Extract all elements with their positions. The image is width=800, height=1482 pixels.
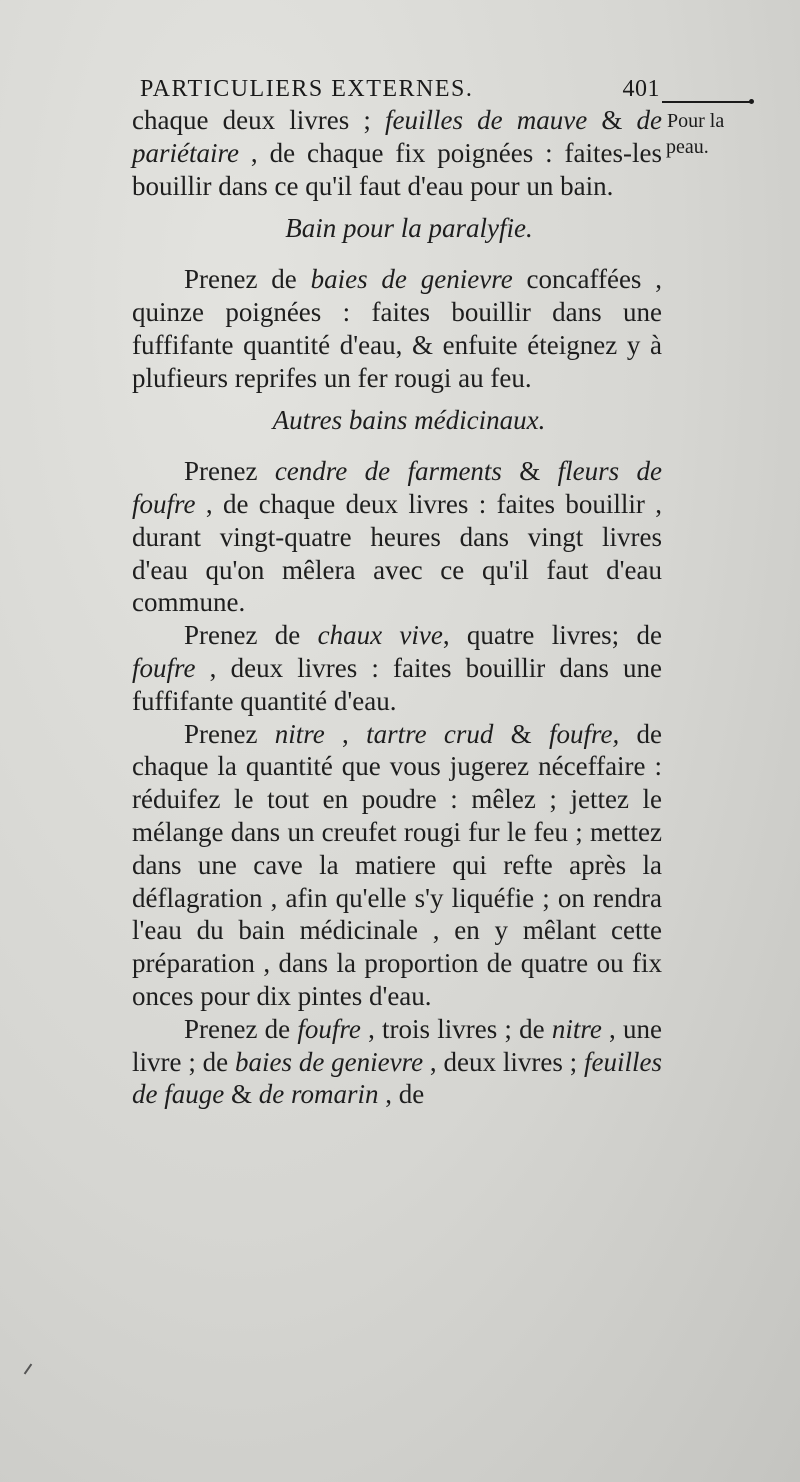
italic-term: nitre (551, 1013, 602, 1044)
paragraph-1 (132, 104, 662, 202)
text-run: de chaque la quantité que vous jugerez néceffaire : réduifez le tout en poudre : mêlez ; jettez le mélange dans un creufet rougi fur le feu ; mettez dans une cave la matiere qui refte après la déflagration , afin qu'elle s'y liquéfie ; on rendra l'eau du bain médicinale , en y mêlant cette préparation , dans la proportion de quatre ou fix onces pour dix pintes d'eau. (132, 718, 662, 1011)
running-head-title: PARTICULIERS EXTERNES. (140, 76, 474, 102)
italic-term: foufre, (548, 718, 620, 749)
text-run: & (587, 105, 637, 135)
text-run: & (501, 456, 558, 487)
text-run: Prenez (184, 718, 275, 749)
text-run: Prenez de (184, 1013, 298, 1044)
paragraph-5 (132, 718, 662, 1013)
margin-rule (662, 101, 752, 103)
ink-mark (24, 1364, 33, 1375)
italic-term: foufre (132, 652, 196, 683)
italic-term: foufre (297, 1013, 361, 1044)
italic-term: feuilles de mauve (385, 105, 588, 135)
text-run: Prenez (184, 456, 275, 487)
text-run: concaffées , quinze poignées : faites bouillir dans une fuffifante quantité d'eau, & enfuite éteignez y à plufieurs reprifes un fer rougi au feu. (132, 264, 663, 393)
paragraph-4 (132, 619, 662, 717)
paragraph-6 (132, 1013, 662, 1111)
text-run: chaque deux livres ; (132, 105, 385, 135)
italic-term: baies de genievre (234, 1046, 424, 1077)
running-head (140, 68, 660, 108)
paragraph-3 (132, 455, 662, 619)
margin-note-line-2: peau. (666, 136, 709, 158)
paragraph-2 (132, 263, 662, 394)
section-heading-1: Bain pour la paralyfie. (285, 213, 533, 244)
text-run: , deux livres ; (423, 1046, 585, 1077)
italic-term: feuilles de fauge (132, 1046, 662, 1110)
text-run: , quatre livres; de (442, 620, 662, 651)
italic-term: baies de genievre (310, 264, 513, 295)
text-run: , trois livres ; de (360, 1013, 552, 1044)
italic-term: de romarin (258, 1079, 379, 1110)
italic-term: tartre crud (366, 718, 494, 749)
text-run: , deux livres : faites bouillir dans une fuffifante quantité d'eau. (132, 652, 662, 716)
margin-note (667, 108, 787, 160)
text-run: , de chaque deux livres : faites bouillir , durant vingt-quatre heures dans vingt livres d'eau qu'on mêlera avec ce qu'il faut d'eau commune. (132, 488, 662, 618)
italic-term: de pariétaire (132, 105, 662, 168)
italic-term: cendre de farments (274, 456, 502, 487)
text-run: , de (378, 1079, 425, 1110)
text-run: , une livre ; de (132, 1013, 662, 1077)
text-run: , (324, 718, 367, 749)
body-text (132, 104, 662, 1111)
text-run: Prenez de (184, 264, 311, 295)
text-run: Prenez de (184, 620, 318, 651)
text-run: & (493, 718, 549, 749)
italic-term: chaux vive (317, 620, 443, 651)
italic-term: nitre (274, 718, 325, 749)
section-heading-2: Autres bains médicinaux. (272, 405, 546, 436)
text-run: & (224, 1079, 259, 1110)
italic-term: fleurs de foufre (132, 456, 662, 519)
page-number: 401 (622, 76, 660, 102)
text-run: , de chaque fix poignées : faites-les bouillir dans ce qu'il faut d'eau pour un bain. (132, 137, 662, 201)
margin-note-line-1: Pour la (667, 110, 725, 132)
